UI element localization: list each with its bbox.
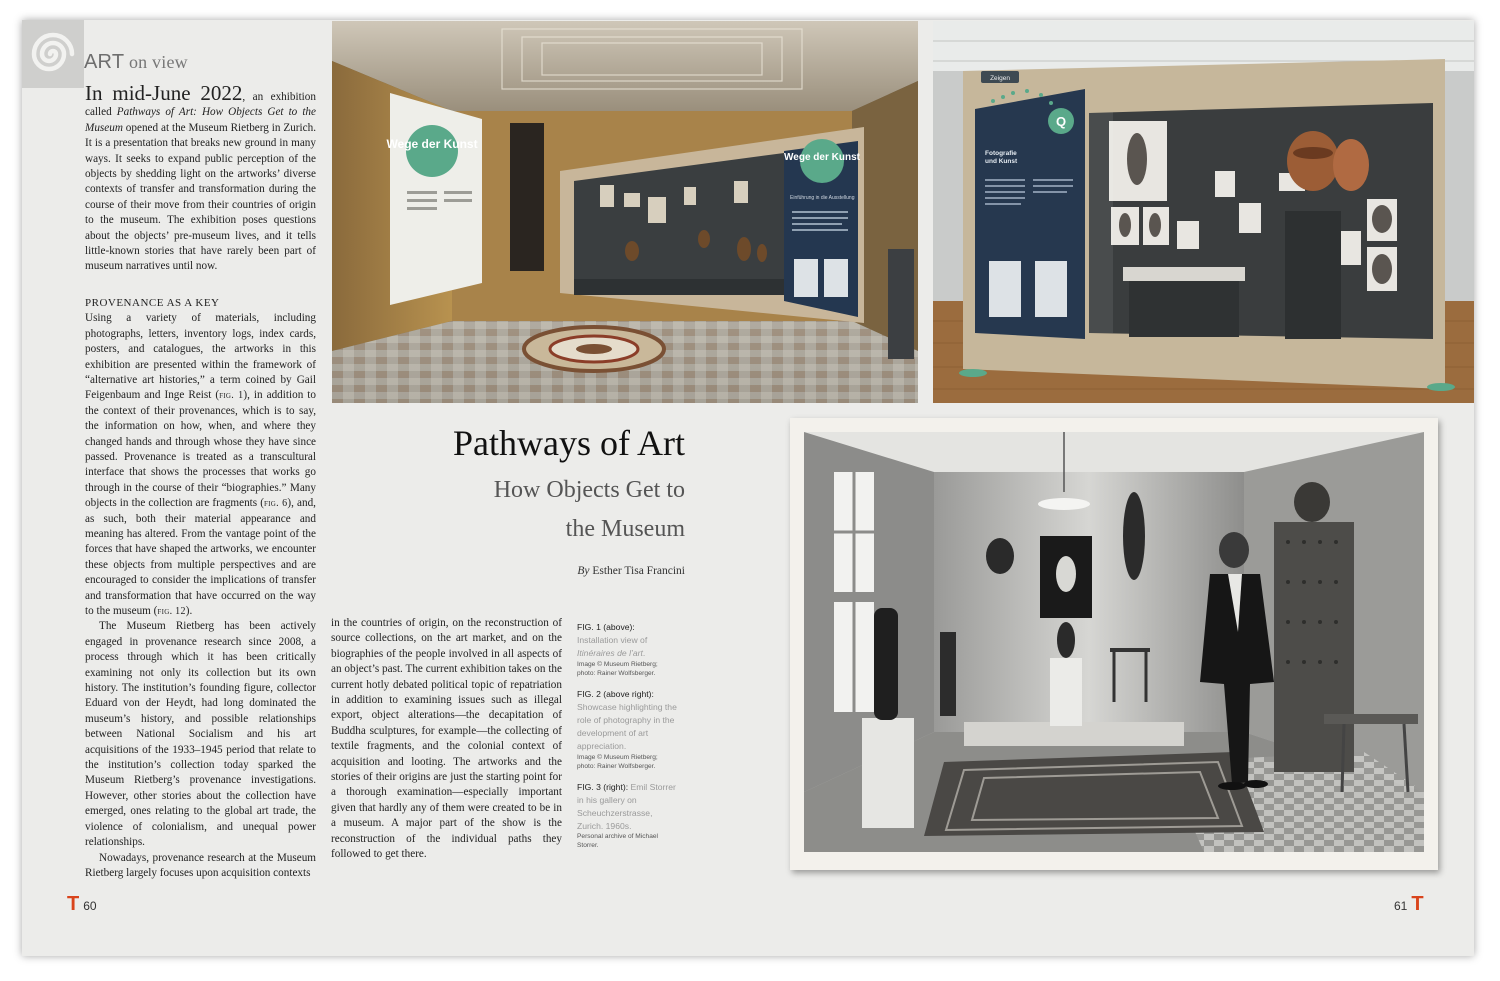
byline [352,565,685,577]
caption-fig-1-label: FIG. 1 (above): [577,622,635,632]
caption-fig-1 [577,620,677,678]
intro-date: In mid-June 2022 [85,81,243,105]
folio-left [67,894,97,915]
caption-fig-3-credit: Personal archive of Michael Storrer. [577,833,658,850]
panel-title-line1: Fotografie [985,150,1017,157]
case-sign-subtitle: Einführung in die Ausstellung [790,195,855,201]
byline-by: By [577,565,590,577]
paragraph-provenance [85,311,316,619]
caption-fig-2-text: Showcase highlighting the role of photography in the development of art appreciation. [577,701,677,752]
caption-fig-1-credit-1: Image © Museum Rietberg; [577,660,658,668]
byline-author: Esther Tisa Francini [589,565,685,577]
para2-c: ), and, as such, both their material appearance and meaning has altered. From the vantage point of the forces that have shaped the artworks, we encounter these objects from multiple perspectives and are encouraged to consider the implications of transfer and transformation that have occurred on the way to the museum ( [85,497,316,617]
folio-right [1394,894,1424,915]
article-column-1 [85,82,316,881]
fig-ref-12: fig. 12 [157,606,186,617]
caption-fig-3-label: FIG. 3 (right): [577,781,631,792]
para2-a: Using a variety of materials, including photographs, letters, inventory logs, index cards, posters, and catalogues, the artworks in this exhibition are presented within the framework of “alternative art histories,” a term coined by Gail Feigenbaum and Inge Reist ( [85,312,316,402]
photo-showcase [933,21,1474,403]
magazine-logo-icon: T [67,893,80,915]
article-subtitle [352,471,685,549]
photo-gallery-frame [790,418,1438,870]
caption-fig-2-credit-1: Image © Museum Rietberg; [577,753,658,761]
gallery-photo-illustration [804,432,1424,852]
showcase-photo-illustration [933,21,1474,403]
caption-fig-1-end: . [642,648,646,659]
article-column-2 [331,616,562,863]
subtitle-line-1: How Objects Get to [493,477,685,503]
caption-fig-1-text: Installation view of [577,635,648,646]
fig-ref-1: fig. 1 [219,390,244,402]
intro-pre: , an exhibition called [85,91,316,119]
figure-captions [577,620,677,859]
magazine-logo-icon: T [1411,893,1424,915]
section-tag-lead: ART [84,51,125,73]
caption-fig-2-credit-2: photo: Rainer Wolfsberger. [577,762,656,770]
subtitle-line-2: the Museum [565,516,685,542]
caption-fig-2-label: FIG. 2 (above right): [577,688,654,699]
para2-d: ). [185,605,193,617]
swirl-logo-icon [22,20,84,88]
caption-fig-1-italic: Itinéraires de l’art [577,648,643,659]
intro-exhibition-title: Pathways of Art: How Objects Get to the Museum [85,106,316,134]
case-sign-text: Wege der Kunst [784,152,860,163]
installation-photo-illustration [332,21,918,403]
fig-ref-6: fig. 6 [263,498,288,510]
showcase-badge: Q [1055,114,1067,129]
paragraph-nowadays: Nowadays, provenance research at the Museum Rietberg largely focuses upon acquisition contexts [85,851,316,879]
paragraph-continued: in the countries of origin, on the reconstruction of source collections, on the art market, and on the biographies of the people involved in all aspects of an object’s past. The current exhibition takes on the current hotly debated political topic of repatriation in addition to examining issues such as illegal export, object alterations—the decapitation of Buddha sculptures, for example—the collecting of textile fragments, and the colonial context of acquisition and looting. The artworks and the stories of their origins are just the starting point for a thorough examination—especially important given that hardly any of them were created to be in a museum. A major part of the show is the reconstruction of the individual paths they followed to get there. [331,617,562,861]
caption-fig-3-text: Emil Storrer in his gallery on Scheuchzerstrasse, Zurich. 1960s. [577,781,676,832]
paragraph-rietberg-research: The Museum Rietberg has been actively engaged in provenance research since 2008, a process through which it has been critically examining not only its collection but its own history. The institution’s founding figure, collector Eduard von der Heydt, had long dominated the museum’s history, and possible relationships between National Socialism and his art acquisitions of the 1933–1945 period that relate to the institution’s collection today sparked the Museum Rietberg’s provenance investigations. However, other stories about the collection have emerged, ones relating to the global art trade, the violence of colonialism, and unequal power relationships. [85,620,316,849]
page-number-left: 60 [83,899,97,913]
section-tag-rest: on view [124,52,188,72]
para2-b: ), in addition to the context of their provenances, which is to say, the information on how, when, and where they changed hands and through whose they have since passed. Provenance is treated as a transcultural interface that shows the processes that works go through in the course of their “biographies.” Many objects in the collection are fragments ( [85,389,316,510]
panel-title-line2: und Kunst [985,158,1018,165]
intro-body: opened at the Museum Rietberg in Zurich. It is a presentation that breaks new ground in many ways. It seeks to expand public perception of the objects by shedding light on the artworks’ diverse contexts of transfer and transformation during the course of their move from their countries of origin to the museum. The exhibition poses questions about the objects’ pre-museum lives, and it tells little-known stories that have rarely been part of museum narratives until now. [85,121,316,273]
magazine-spread [22,20,1474,956]
photo-installation-view [332,21,918,403]
subhead-provenance: PROVENANCE AS A KEY [85,296,220,309]
banner-sign-text: Wege der Kunst [386,137,478,151]
page-number-right: 61 [1394,899,1408,913]
caption-fig-2 [577,687,677,771]
caption-fig-3 [577,780,677,851]
section-tag [84,51,188,74]
showcase-tab-label: Zeigen [990,75,1010,82]
photo-emil-storrer [804,432,1424,852]
intro-paragraph [85,82,316,275]
article-title: Pathways of Art [453,423,685,463]
caption-fig-1-credit-2: photo: Rainer Wolfsberger. [577,669,656,677]
